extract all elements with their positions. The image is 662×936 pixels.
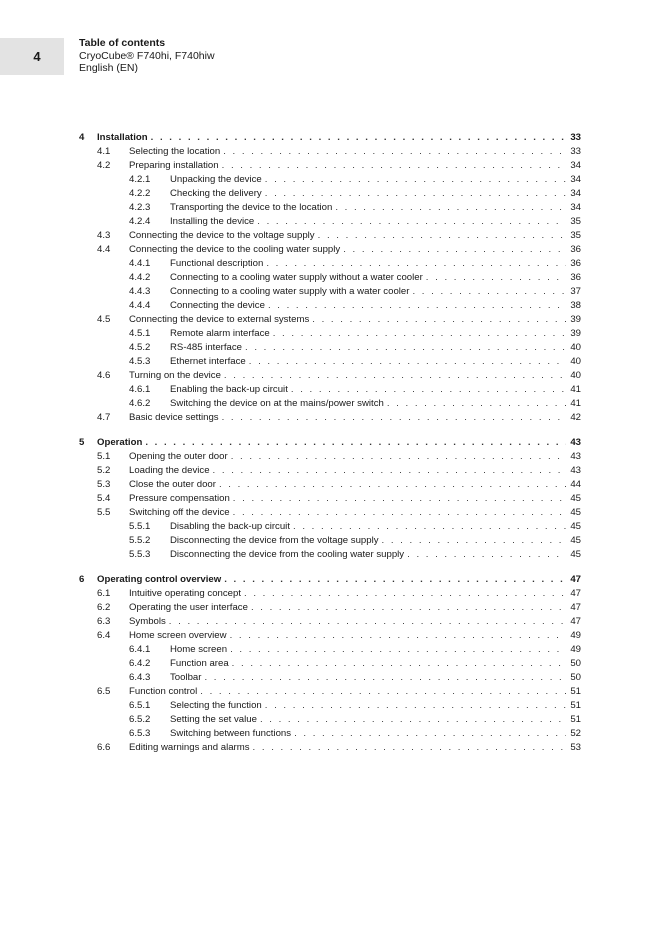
toc-entry-title: Function area	[170, 658, 229, 669]
toc-entry-number: 6.4.1	[129, 644, 151, 655]
toc-entry[interactable]	[79, 285, 581, 299]
running-header	[79, 37, 215, 75]
toc-entry-title: Functional description	[170, 258, 264, 269]
toc-entry[interactable]	[79, 629, 581, 643]
dot-leader	[231, 450, 566, 464]
toc-entry-title: Operating the user interface	[129, 602, 248, 613]
dot-leader	[230, 643, 566, 657]
dot-leader	[257, 215, 566, 229]
dot-leader	[224, 573, 566, 587]
toc-entry-title: Installing the device	[170, 216, 255, 227]
dot-leader	[251, 601, 566, 615]
toc-entry-page: 45	[570, 507, 581, 518]
toc-entry-number: 5.5.1	[129, 521, 151, 532]
dot-leader	[426, 271, 566, 285]
dot-leader	[412, 285, 566, 299]
toc-entry[interactable]	[79, 741, 581, 755]
toc-entry-number: 4.4.4	[129, 300, 151, 311]
toc-entry[interactable]	[79, 257, 581, 271]
toc-entry[interactable]	[79, 713, 581, 727]
toc-entry-number: 4.4.3	[129, 286, 151, 297]
toc-entry-number: 4.7	[97, 412, 111, 423]
toc-chapter-entry[interactable]	[79, 436, 581, 450]
toc-entry-number: 5.2	[97, 465, 111, 476]
toc-entry[interactable]	[79, 243, 581, 257]
toc-entry[interactable]	[79, 341, 581, 355]
toc-chapter-entry[interactable]	[79, 573, 581, 587]
toc-entry-page: 43	[570, 451, 581, 462]
dot-leader	[224, 369, 566, 383]
toc-entry-number: 5.5	[97, 507, 111, 518]
toc-entry-title: Setting the set value	[170, 714, 257, 725]
toc-entry-number: 4.2.2	[129, 188, 151, 199]
toc-entry-number: 5.4	[97, 493, 111, 504]
toc-entry-title: Turning on the device	[129, 370, 221, 381]
toc-entry-page: 49	[570, 630, 581, 641]
toc-entry-number: 4.4.2	[129, 272, 151, 283]
dot-leader	[245, 341, 566, 355]
toc-entry[interactable]	[79, 383, 581, 397]
dot-leader	[233, 492, 566, 506]
toc-entry-page: 51	[570, 714, 581, 725]
toc-entry[interactable]	[79, 369, 581, 383]
toc-entry-number: 4.2.4	[129, 216, 151, 227]
toc-entry-number: 5.3	[97, 479, 111, 490]
toc-entry-page: 52	[570, 728, 581, 739]
toc-entry-page: 36	[570, 272, 581, 283]
toc-entry-number: 4.5.1	[129, 328, 151, 339]
toc-entry[interactable]	[79, 492, 581, 506]
dot-leader	[294, 727, 566, 741]
header-title: Table of contents	[79, 37, 166, 49]
toc-entry-number: 4.6.1	[129, 384, 151, 395]
toc-entry[interactable]	[79, 699, 581, 713]
toc-entry[interactable]	[79, 173, 581, 187]
toc-entry[interactable]	[79, 615, 581, 629]
toc-entry-title: Operation	[97, 437, 143, 448]
toc-entry[interactable]	[79, 657, 581, 671]
toc-entry-title: Symbols	[129, 616, 166, 627]
dot-leader	[312, 313, 566, 327]
toc-entry[interactable]	[79, 478, 581, 492]
toc-entry-title: Installation	[97, 132, 148, 143]
toc-entry-page: 42	[570, 412, 581, 423]
toc-entry-title: Home screen overview	[129, 630, 227, 641]
dot-leader	[249, 355, 566, 369]
toc-entry-page: 45	[570, 535, 581, 546]
toc-entry[interactable]	[79, 727, 581, 741]
toc-entry-page: 49	[570, 644, 581, 655]
toc-entry-title: Pressure compensation	[129, 493, 230, 504]
toc-entry-title: Basic device settings	[129, 412, 219, 423]
toc-entry-page: 33	[570, 132, 581, 143]
dot-leader	[145, 436, 566, 450]
toc-entry-number: 6.4.2	[129, 658, 151, 669]
toc-entry-number: 6.1	[97, 588, 111, 599]
dot-leader	[266, 257, 566, 271]
toc-entry-page: 35	[570, 230, 581, 241]
toc-entry-number: 5.5.2	[129, 535, 151, 546]
dot-leader	[387, 397, 566, 411]
toc-entry-number: 4.4	[97, 244, 111, 255]
toc-entry-page: 45	[570, 521, 581, 532]
toc-entry[interactable]	[79, 313, 581, 327]
toc-entry-page: 36	[570, 258, 581, 269]
toc-entry[interactable]	[79, 397, 581, 411]
toc-entry-number: 4.6	[97, 370, 111, 381]
toc-entry-title: Toolbar	[170, 672, 202, 683]
header-language: English (EN)	[79, 62, 138, 74]
toc-entry[interactable]	[79, 601, 581, 615]
toc-entry-title: Connecting to a cooling water supply with a water cooler	[170, 286, 410, 297]
table-of-contents	[79, 131, 581, 755]
toc-entry-number: 4.5	[97, 314, 111, 325]
dot-leader	[293, 520, 566, 534]
toc-entry-number: 4.5.3	[129, 356, 151, 367]
toc-entry[interactable]	[79, 464, 581, 478]
toc-entry[interactable]	[79, 215, 581, 229]
header-product: CryoCube® F740hi, F740hiw	[79, 49, 215, 62]
toc-entry-title: Connecting to a cooling water supply without a water cooler	[170, 272, 423, 283]
toc-entry-number: 6	[79, 574, 85, 585]
toc-entry-title: Disconnecting the device from the cooling water supply	[170, 549, 405, 560]
toc-entry-number: 6.6	[97, 742, 111, 753]
toc-entry-page: 37	[570, 286, 581, 297]
toc-entry[interactable]	[79, 355, 581, 369]
toc-entry[interactable]	[79, 327, 581, 341]
dot-leader	[223, 145, 566, 159]
dot-leader	[219, 478, 566, 492]
toc-entry-page: 36	[570, 244, 581, 255]
page-number-tab	[0, 38, 64, 75]
toc-entry-number: 5.5.3	[129, 549, 151, 560]
toc-entry-page: 34	[570, 174, 581, 185]
dot-leader	[151, 131, 566, 145]
toc-entry[interactable]	[79, 229, 581, 243]
toc-entry-page: 41	[570, 398, 581, 409]
dot-leader	[169, 615, 566, 629]
toc-entry-number: 4.2	[97, 160, 111, 171]
dot-leader	[265, 699, 566, 713]
dot-leader	[222, 411, 566, 425]
toc-entry-title: Operating control overview	[97, 574, 222, 585]
toc-entry-title: Connecting the device to the cooling water supply	[129, 244, 341, 255]
dot-leader	[222, 159, 566, 173]
toc-entry[interactable]	[79, 534, 581, 548]
toc-entry[interactable]	[79, 671, 581, 685]
toc-entry-page: 44	[570, 479, 581, 490]
dot-leader	[204, 671, 566, 685]
dot-leader	[230, 629, 566, 643]
toc-entry-number: 6.5	[97, 686, 111, 697]
dot-leader	[407, 548, 566, 562]
toc-entry-title: Home screen	[170, 644, 228, 655]
dot-leader	[213, 464, 566, 478]
toc-entry-page: 47	[570, 616, 581, 627]
toc-entry-number: 5	[79, 437, 85, 448]
dot-leader	[291, 383, 566, 397]
toc-entry-page: 40	[570, 342, 581, 353]
toc-chapter-entry[interactable]	[79, 131, 581, 145]
toc-entry-page: 34	[570, 160, 581, 171]
toc-entry-page: 39	[570, 328, 581, 339]
toc-entry-title: Loading the device	[129, 465, 210, 476]
toc-entry-title: RS-485 interface	[170, 342, 242, 353]
toc-entry-title: Preparing installation	[129, 160, 219, 171]
toc-entry-number: 6.4	[97, 630, 111, 641]
dot-leader	[260, 713, 566, 727]
toc-entry-number: 4	[79, 132, 85, 143]
toc-entry-number: 6.5.2	[129, 714, 151, 725]
toc-entry-title: Checking the delivery	[170, 188, 262, 199]
toc-entry-number: 6.2	[97, 602, 111, 613]
toc-entry[interactable]	[79, 159, 581, 173]
toc-entry-title: Switching between functions	[170, 728, 292, 739]
toc-entry-title: Close the outer door	[129, 479, 216, 490]
toc-entry[interactable]	[79, 299, 581, 313]
toc-entry-page: 50	[570, 672, 581, 683]
toc-entry[interactable]	[79, 643, 581, 657]
toc-entry-number: 4.1	[97, 146, 111, 157]
toc-entry-number: 6.5.3	[129, 728, 151, 739]
toc-entry-title: Ethernet interface	[170, 356, 246, 367]
toc-entry-number: 4.3	[97, 230, 111, 241]
toc-entry-title: Disabling the back-up circuit	[170, 521, 290, 532]
toc-entry[interactable]	[79, 548, 581, 562]
toc-entry-title: Intuitive operating concept	[129, 588, 242, 599]
toc-entry-page: 33	[570, 146, 581, 157]
toc-entry-title: Connecting the device	[170, 300, 265, 311]
toc-entry[interactable]	[79, 271, 581, 285]
toc-entry[interactable]	[79, 506, 581, 520]
toc-entry[interactable]	[79, 520, 581, 534]
toc-entry[interactable]	[79, 201, 581, 215]
toc-entry-page: 53	[570, 742, 581, 753]
toc-entry-number: 4.2.1	[129, 174, 151, 185]
dot-leader	[200, 685, 566, 699]
page-number: 4	[33, 49, 41, 64]
toc-entry-title: Transporting the device to the location	[170, 202, 333, 213]
toc-entry[interactable]	[79, 411, 581, 425]
toc-entry-number: 4.5.2	[129, 342, 151, 353]
toc-entry-page: 45	[570, 549, 581, 560]
toc-entry-page: 40	[570, 370, 581, 381]
dot-leader	[265, 173, 566, 187]
toc-entry-number: 5.1	[97, 451, 111, 462]
toc-entry-page: 43	[570, 437, 581, 448]
toc-entry-title: Connecting the device to external systems	[129, 314, 310, 325]
toc-entry-page: 47	[570, 574, 581, 585]
toc-entry-page: 34	[570, 188, 581, 199]
toc-entry-title: Switching off the device	[129, 507, 230, 518]
dot-leader	[233, 506, 566, 520]
toc-entry-title: Selecting the function	[170, 700, 262, 711]
toc-entry[interactable]	[79, 450, 581, 464]
dot-leader	[244, 587, 566, 601]
toc-entry-title: Unpacking the device	[170, 174, 262, 185]
dot-leader	[273, 327, 566, 341]
toc-entry-page: 47	[570, 588, 581, 599]
dot-leader	[343, 243, 566, 257]
toc-entry-page: 39	[570, 314, 581, 325]
toc-entry[interactable]	[79, 187, 581, 201]
toc-entry-page: 38	[570, 300, 581, 311]
dot-leader	[382, 534, 566, 548]
dot-leader	[232, 657, 566, 671]
toc-entry-page: 51	[570, 686, 581, 697]
toc-entry-number: 6.4.3	[129, 672, 151, 683]
toc-entry-title: Enabling the back-up circuit	[170, 384, 288, 395]
toc-entry-title: Opening the outer door	[129, 451, 228, 462]
toc-entry-title: Disconnecting the device from the voltage supply	[170, 535, 379, 546]
toc-entry-number: 4.6.2	[129, 398, 151, 409]
toc-entry-page: 43	[570, 465, 581, 476]
dot-leader	[335, 201, 566, 215]
dot-leader	[265, 187, 566, 201]
toc-entry-page: 40	[570, 356, 581, 367]
toc-entry-page: 34	[570, 202, 581, 213]
toc-entry[interactable]	[79, 685, 581, 699]
toc-entry-title: Function control	[129, 686, 198, 697]
toc-entry-number: 6.5.1	[129, 700, 151, 711]
dot-leader	[318, 229, 566, 243]
toc-entry-number: 4.2.3	[129, 202, 151, 213]
toc-entry[interactable]	[79, 587, 581, 601]
dot-leader	[268, 299, 566, 313]
toc-entry-number: 4.4.1	[129, 258, 151, 269]
toc-entry-title: Switching the device on at the mains/power switch	[170, 398, 384, 409]
toc-entry-title: Connecting the device to the voltage supply	[129, 230, 315, 241]
toc-entry-page: 41	[570, 384, 581, 395]
dot-leader	[253, 741, 566, 755]
toc-entry-page: 45	[570, 493, 581, 504]
toc-entry-page: 50	[570, 658, 581, 669]
toc-entry-page: 47	[570, 602, 581, 613]
toc-entry[interactable]	[79, 145, 581, 159]
toc-entry-number: 6.3	[97, 616, 111, 627]
toc-entry-title: Selecting the location	[129, 146, 221, 157]
toc-entry-page: 51	[570, 700, 581, 711]
toc-entry-title: Editing warnings and alarms	[129, 742, 250, 753]
toc-entry-page: 35	[570, 216, 581, 227]
toc-entry-title: Remote alarm interface	[170, 328, 270, 339]
